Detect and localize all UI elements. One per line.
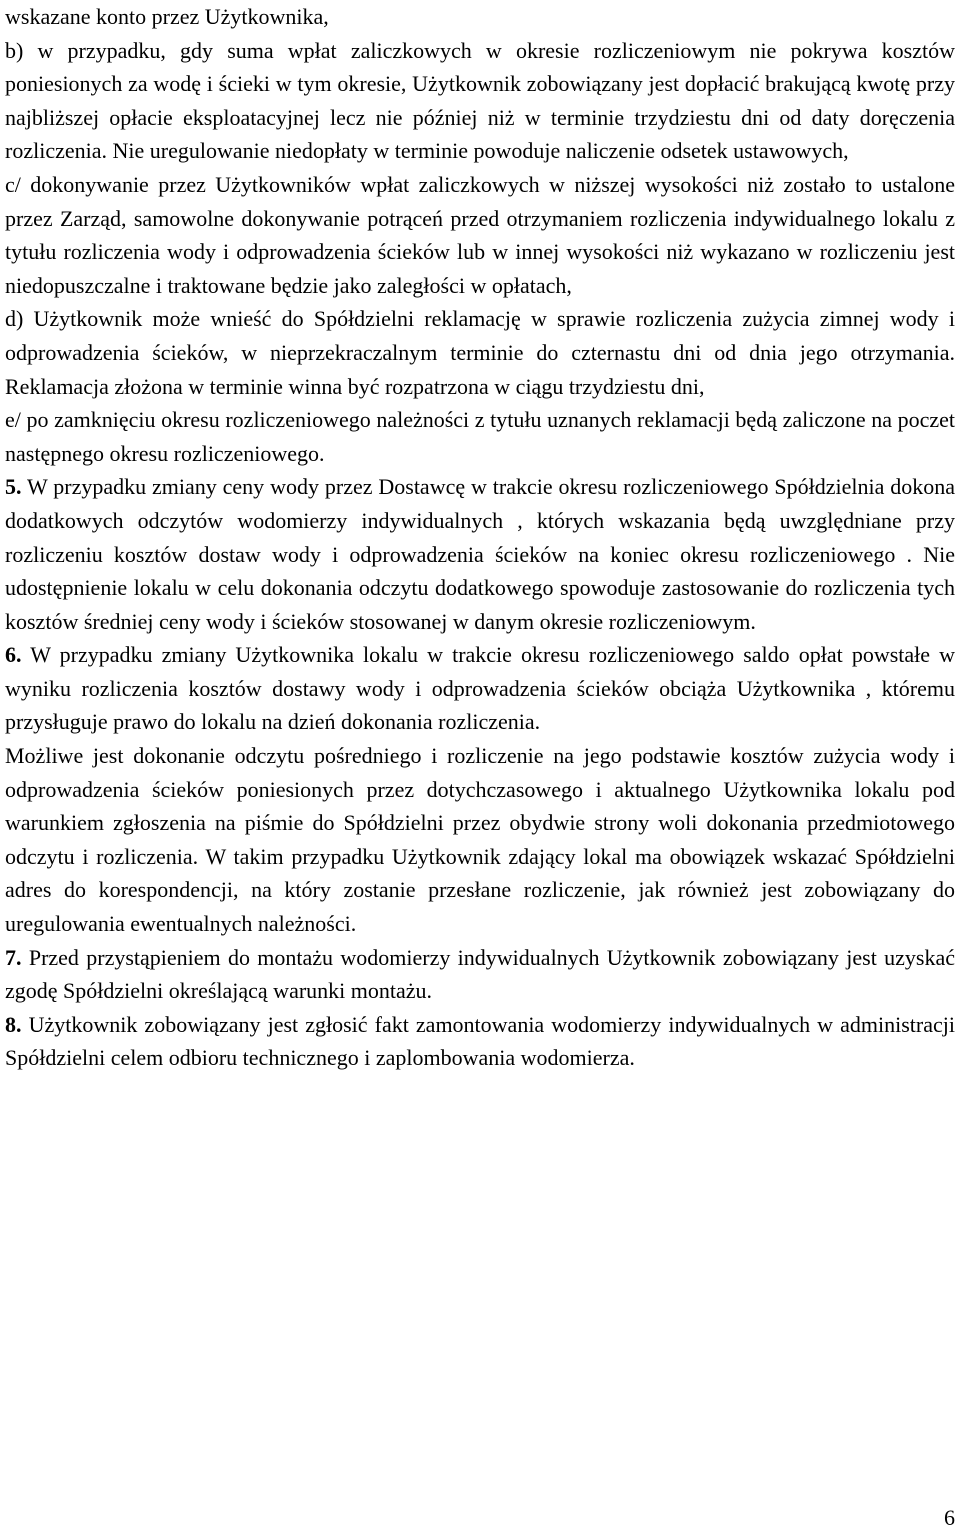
document-page xyxy=(5,0,955,1075)
paragraph-number: 8. xyxy=(5,1011,22,1037)
paragraph-number: 7. xyxy=(5,944,22,970)
paragraph-e-settlement xyxy=(5,403,955,470)
paragraph-text: Możliwe jest dokonanie odczytu pośredniego i rozliczenie na jego podstawie kosztów zużycia wody i odprowadzenia ścieków poniesionych przez dotychczasowego i aktualnego Użytkownika lokalu pod warunkiem zgłoszenia na piśmie do Spółdzielni przez obydwie strony woli dokonania przedmiotowego odczytu i rozliczenia. W takim przypadku Użytkownik zdający lokal ma obowiązek wskazać Spółdzielni adres do korespondencji, na który zostanie przesłane rozliczenie, jak również jest zobowiązany do uregulowania ewentualnych należności. xyxy=(5,743,955,937)
paragraph-b-surcharge xyxy=(5,34,955,168)
paragraph-text: c/ dokonywanie przez Użytkowników wpłat zaliczkowych w niższej wysokości niż zostało to ustalone przez Zarząd, samowolne dokonywanie potrąceń przed otrzymaniem rozliczenia indywidualnego lokalu z tytułu rozliczenia wody i odprowadzenia ścieków lub w innej wysokości niż wykazano w rozliczeniu jest niedopuszczalne i traktowane będzie jako zaległości w opłatach, xyxy=(5,171,955,298)
paragraph-d-complaint xyxy=(5,302,955,403)
paragraph-number: 5. xyxy=(5,474,22,500)
paragraph-text: d) Użytkownik może wnieść do Spółdzielni reklamację w sprawie rozliczenia zużycia zimnej wody i odprowadzenia ścieków, w nieprzekraczalnym terminie do czternastu dni od dnia jego otrzymania. Reklamacja złożona w terminie winna być rozpatrzona w ciągu trzydziestu dni, xyxy=(5,306,955,399)
paragraph-8-installation-report xyxy=(5,1008,955,1075)
paragraph-intermediate-reading xyxy=(5,739,955,941)
paragraph-text: b) w przypadku, gdy suma wpłat zaliczkowych w okresie rozliczeniowym nie pokrywa kosztów poniesionych za wodę i ścieki w tym okresie, Użytkownik zobowiązany jest dopłacić brakującą kwotę przy najbliższej opłacie eksploatacyjnej lecz nie później niż w terminie trzydziestu dni od daty doręczenia rozliczenia. Nie uregulowanie niedopłaty w terminie powoduje naliczenie odsetek ustawowych, xyxy=(5,37,955,164)
page-number: 6 xyxy=(944,1505,955,1530)
paragraph-number: 6. xyxy=(5,642,22,668)
paragraph-text: wskazane konto przez Użytkownika, xyxy=(5,4,329,29)
paragraph-text: e/ po zamknięciu okresu rozliczeniowego należności z tytułu uznanych reklamacji będą zaliczone na poczet następnego okresu rozliczeniowego. xyxy=(5,407,955,466)
paragraph-text: Użytkownik zobowiązany jest zgłosić fakt zamontowania wodomierzy indywidualnych w administracji Spółdzielni celem odbioru technicznego i zaplombowania wodomierza. xyxy=(5,1011,955,1071)
paragraph-5-price-change xyxy=(5,470,955,638)
paragraph-c-lower-payments xyxy=(5,168,955,302)
paragraph-6-user-change xyxy=(5,638,955,739)
paragraph-text: W przypadku zmiany ceny wody przez Dostawcę w trakcie okresu rozliczeniowego Spółdzielnia dokona dodatkowych odczytów wodomierzy indywidualnych , których wskazania będą uwzględniane przy rozliczeniu kosztów dostaw wody i odprowadzenia ścieków na koniec okresu rozliczeniowego . Nie udostępnienie lokalu w celu dokonania odczytu dodatkowego spowoduje zastosowanie do rozliczenia tych kosztów średniej ceny wody i ścieków stosowanej w danym okresie rozliczeniowym. xyxy=(5,474,955,634)
paragraph-text: Przed przystąpieniem do montażu wodomierzy indywidualnych Użytkownik zobowiązany jest uzyskać zgodę Spółdzielni określającą warunki montażu. xyxy=(5,944,955,1004)
paragraph-7-installation-consent xyxy=(5,941,955,1008)
paragraph-text: W przypadku zmiany Użytkownika lokalu w trakcie okresu rozliczeniowego saldo opłat powstałe w wyniku rozliczenia kosztów dostawy wody i odprowadzenia ścieków obciąża Użytkownika , któremu przysługuje prawo do lokalu na dzień dokonania rozliczenia. xyxy=(5,642,955,735)
paragraph-account-line xyxy=(5,0,955,34)
